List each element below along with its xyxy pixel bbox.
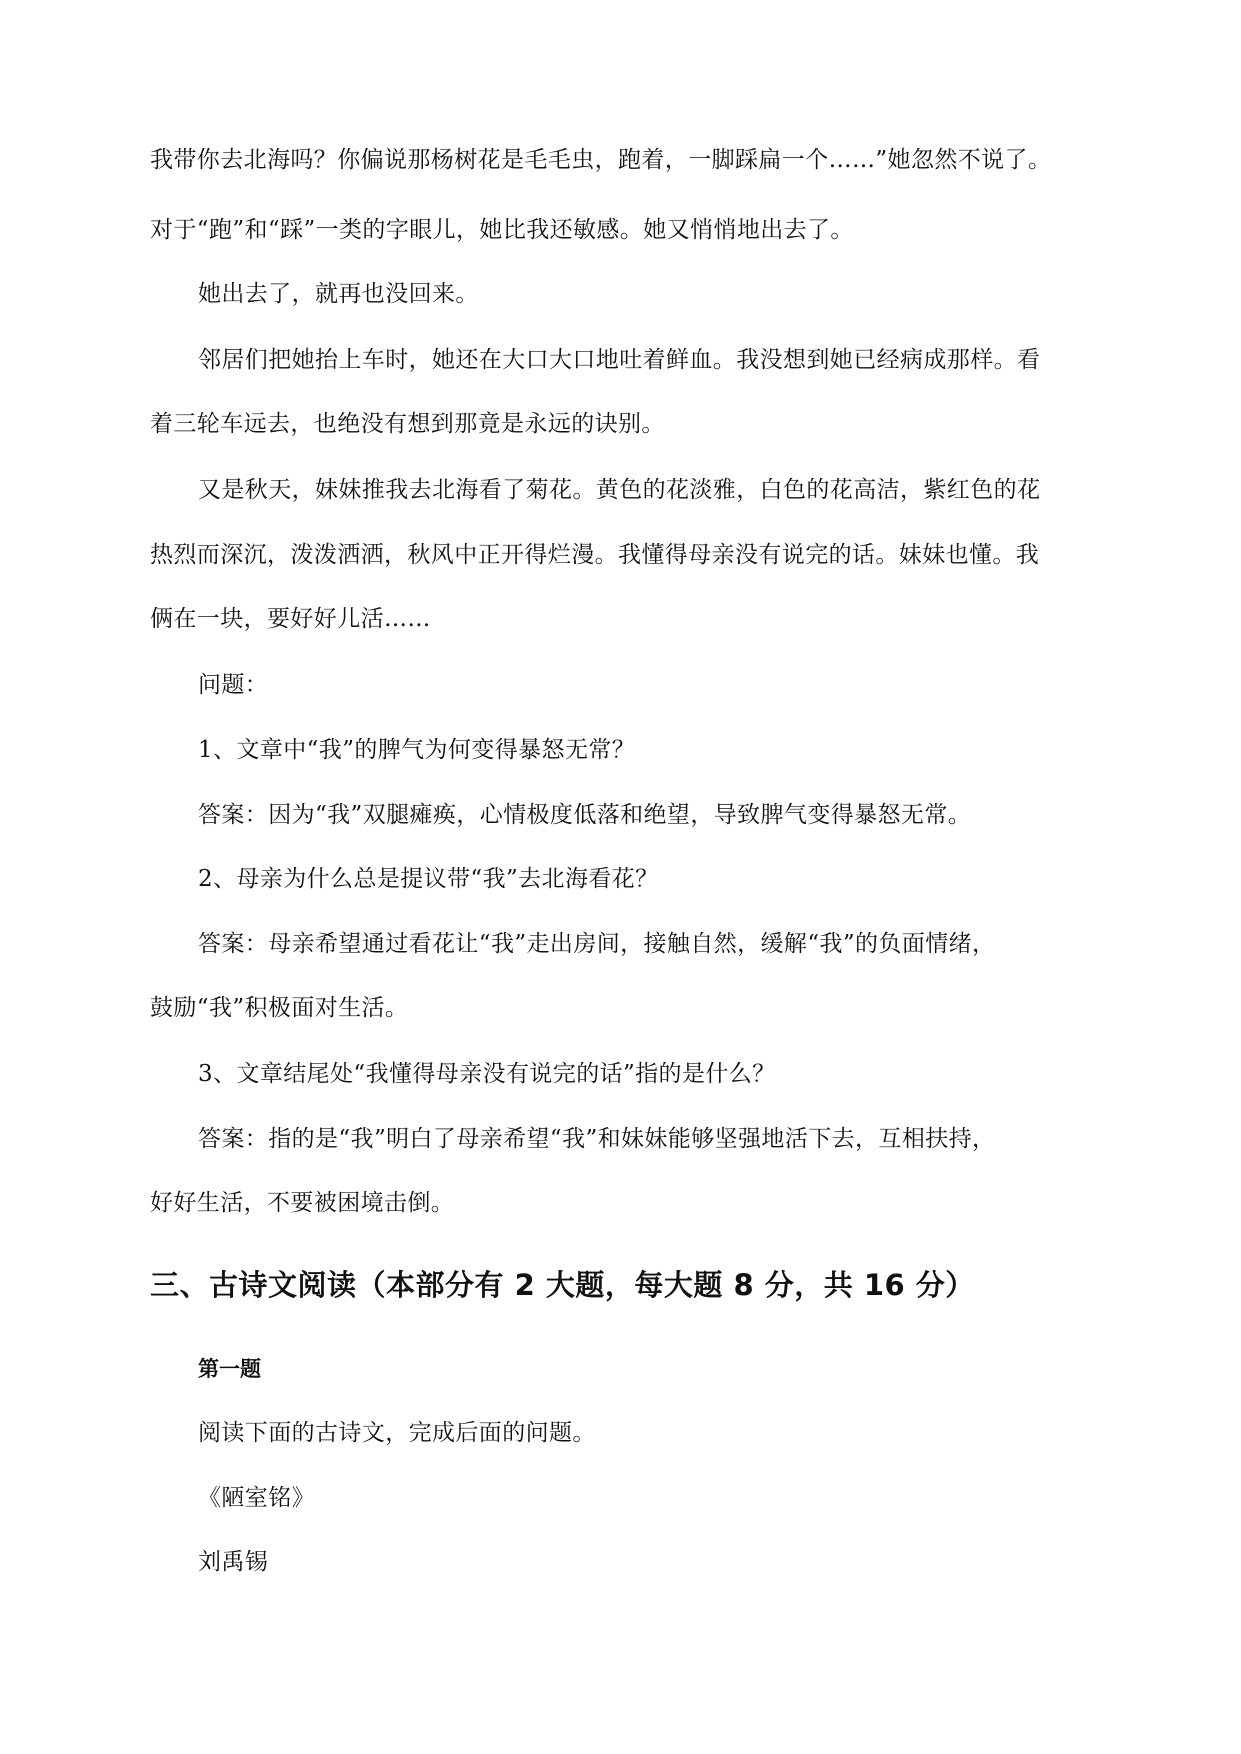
answer-1: 答案：因为“我”双腿瘫痪，心情极度低落和绝望，导致脾气变得暴怒无常。 (198, 802, 972, 828)
question-3: 3、文章结尾处“我懂得母亲没有说完的话”指的是什么？ (198, 1061, 776, 1087)
passage-line: 我带你去北海吗？你偏说那杨树花是毛毛虫，跑着，一脚踩扁一个……”她忽然不说了。 (150, 147, 1052, 173)
passage-line: 邻居们把她抬上车时，她还在大口大口地吐着鲜血。我没想到她已经病成那样。看 (198, 347, 1041, 373)
instruction-text: 阅读下面的古诗文，完成后面的问题。 (198, 1420, 596, 1446)
section-heading: 三、古诗文阅读（本部分有 2 大题，每大题 8 分，共 16 分） (150, 1268, 975, 1302)
answer-2-line: 答案：母亲希望通过看花让“我”走出房间，接触自然，缓解“我”的负面情绪， (198, 931, 996, 957)
passage-line: 对于“跑”和“踩”一类的字眼儿，她比我还敏感。她又悄悄地出去了。 (150, 217, 854, 243)
question-2: 2、母亲为什么总是提议带“我”去北海看花？ (198, 866, 659, 892)
question-subheading: 第一题 (198, 1357, 261, 1381)
answer-3-line: 答案：指的是“我”明白了母亲希望“我”和妹妹能够坚强地活下去，互相扶持， (198, 1126, 996, 1152)
passage-line: 着三轮车远去，也绝没有想到那竟是永远的诀别。 (150, 411, 665, 437)
questions-label: 问题： (198, 672, 269, 698)
poem-title: 《陋室铭》 (198, 1485, 315, 1511)
passage-paragraph: 她出去了，就再也没回来。 (198, 281, 479, 307)
passage-line: 俩在一块，要好好儿活…… (150, 606, 431, 632)
poem-author: 刘禹锡 (198, 1549, 269, 1575)
answer-2-line: 鼓励“我”积极面对生活。 (150, 995, 409, 1021)
question-1: 1、文章中“我”的脾气为何变得暴怒无常？ (198, 737, 636, 763)
passage-line: 又是秋天，妹妹推我去北海看了菊花。黄色的花淡雅，白色的花高洁，紫红色的花 (198, 477, 1041, 503)
answer-3-line: 好好生活，不要被困境击倒。 (150, 1190, 455, 1216)
passage-line: 热烈而深沉，泼泼洒洒，秋风中正开得烂漫。我懂得母亲没有说完的话。妹妹也懂。我 (150, 542, 1040, 568)
